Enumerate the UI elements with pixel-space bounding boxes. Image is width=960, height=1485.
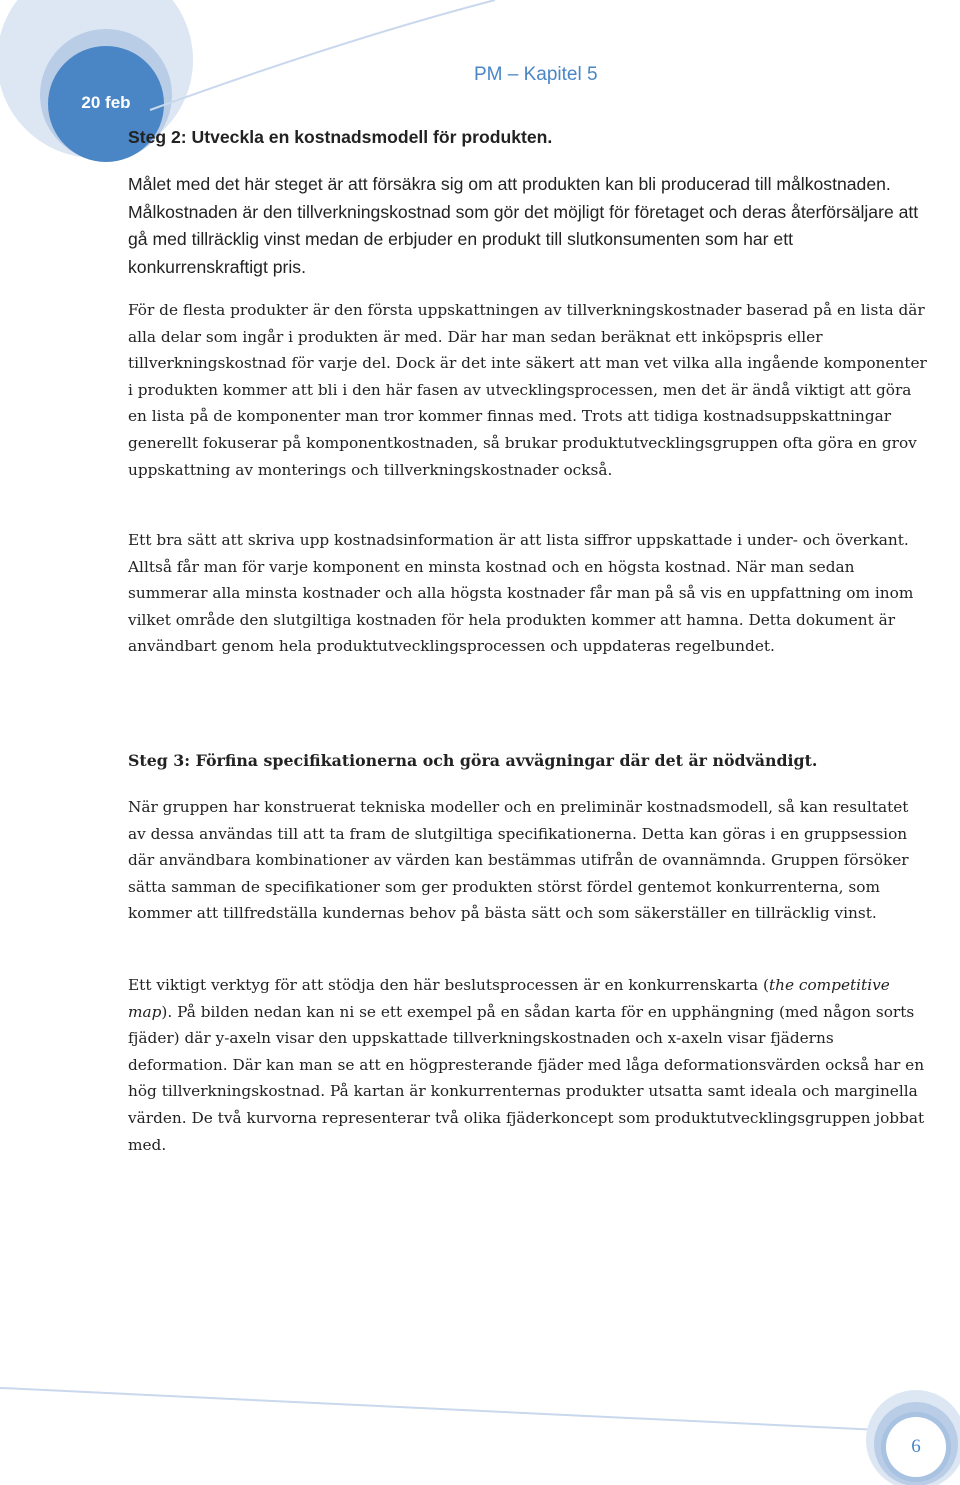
header-swoosh-line [150, 0, 495, 110]
step3-paragraph-2-start: Ett viktigt verktyg för att stödja den här beslutsprocessen är en konkurrenskarta ( [128, 976, 769, 994]
page-number: 6 [911, 1436, 921, 1457]
step2-paragraph-2: För de flesta produkter är den första uppskattningen av tillverkningskostnader baserad på en lista där alla delar som ingår i produkten är med. Där har man sedan beräknat ett inköpspris eller tillverkningskostnad för varje del. Dock är det inte säkert att man vet vilka alla ingående komponenter i produkten kommer att bli i den här fasen av utvecklingsprocessen, men det är ändå viktigt att göra en lista på de komponenter man tror kommer finnas med. Trots att tidiga kostnadsuppskattningar generellt fokuserar på komponentkostnaden, så brukar produktutvecklingsgruppen ofta göra en grov uppskattning av monterings och tillverkningskostnader också. [128, 301, 927, 479]
step3-paragraph-2-italic: the competitive map [128, 976, 890, 1021]
header-date: 20 feb [81, 93, 131, 112]
step3-heading: Steg 3: Förfina specifikationerna och göra avvägningar där det är nödvändigt. [128, 751, 818, 770]
step2-paragraph-1-rest: Målkostnaden är den tillverkningskostnad som gör det möjligt för företaget och deras återförsäljare att gå med tillräcklig vinst medan de erbjuder en produkt till slutkonsumenten som har ett konkurrenskraftigt pris. [128, 201, 919, 277]
step2-paragraph-1-sans: Målet med det här steget är att försäkra sig om att produkten kan bli producerad till målkostnaden. [128, 174, 891, 194]
step3-paragraph-2 [128, 972, 928, 1158]
step2-paragraph-3: Ett bra sätt att skriva upp kostnadsinformation är att lista siffror uppskattade i under- och överkant. Alltså får man för varje komponent en minsta kostnad och en högsta kostnad. När man sedan summerar alla minsta kostnader och alla högsta kostnader får man på så vis en uppfattning om inom vilket område den slutgiltiga kostnaden för hela produkten kommer att hamna. Detta dokument är användbart genom hela produktutvecklingsprocessen och uppdateras regelbundet. [128, 531, 914, 656]
step3-paragraph-1: När gruppen har konstruerat tekniska modeller och en preliminär kostnadsmodell, så kan resultatet av dessa användas till att ta fram de slutgiltiga specifikationerna. Detta kan göras i en gruppsession där användbara kombinationer av värden kan bestämmas utifrån de ovannämnda. Gruppen försöker sätta samman de specifikationer som ger produkten störst fördel gentemot konkurrenterna, som kommer att tillfredställa kundernas behov på bästa sätt och som säkerställer en tillräcklig vinst. [128, 798, 909, 923]
footer-rule [0, 1388, 880, 1430]
step2-heading: Steg 2: Utveckla en kostnadsmodell för produkten. [128, 127, 553, 147]
header-title: PM – Kapitel 5 [474, 64, 598, 85]
step3-paragraph-2-end: ). På bilden nedan kan ni se ett exempel på en sådan karta för en upphängning (med någon sorts fjäder) där y-axeln visar den uppskattade tillverkningskostnaden och x-axeln visar fjäderns deformation. Där kan man se att en högpresterande fjäder med låga deformationsvärden också har en hög tillverkningskostnad. På kartan är konkurrenternas produkter utsatta samt ideala och marginella värden. De två kurvorna representerar två olika fjäderkoncept som produktutvecklingsgruppen jobbat med. [128, 1002, 925, 1154]
step2-paragraph-1 [128, 171, 928, 281]
